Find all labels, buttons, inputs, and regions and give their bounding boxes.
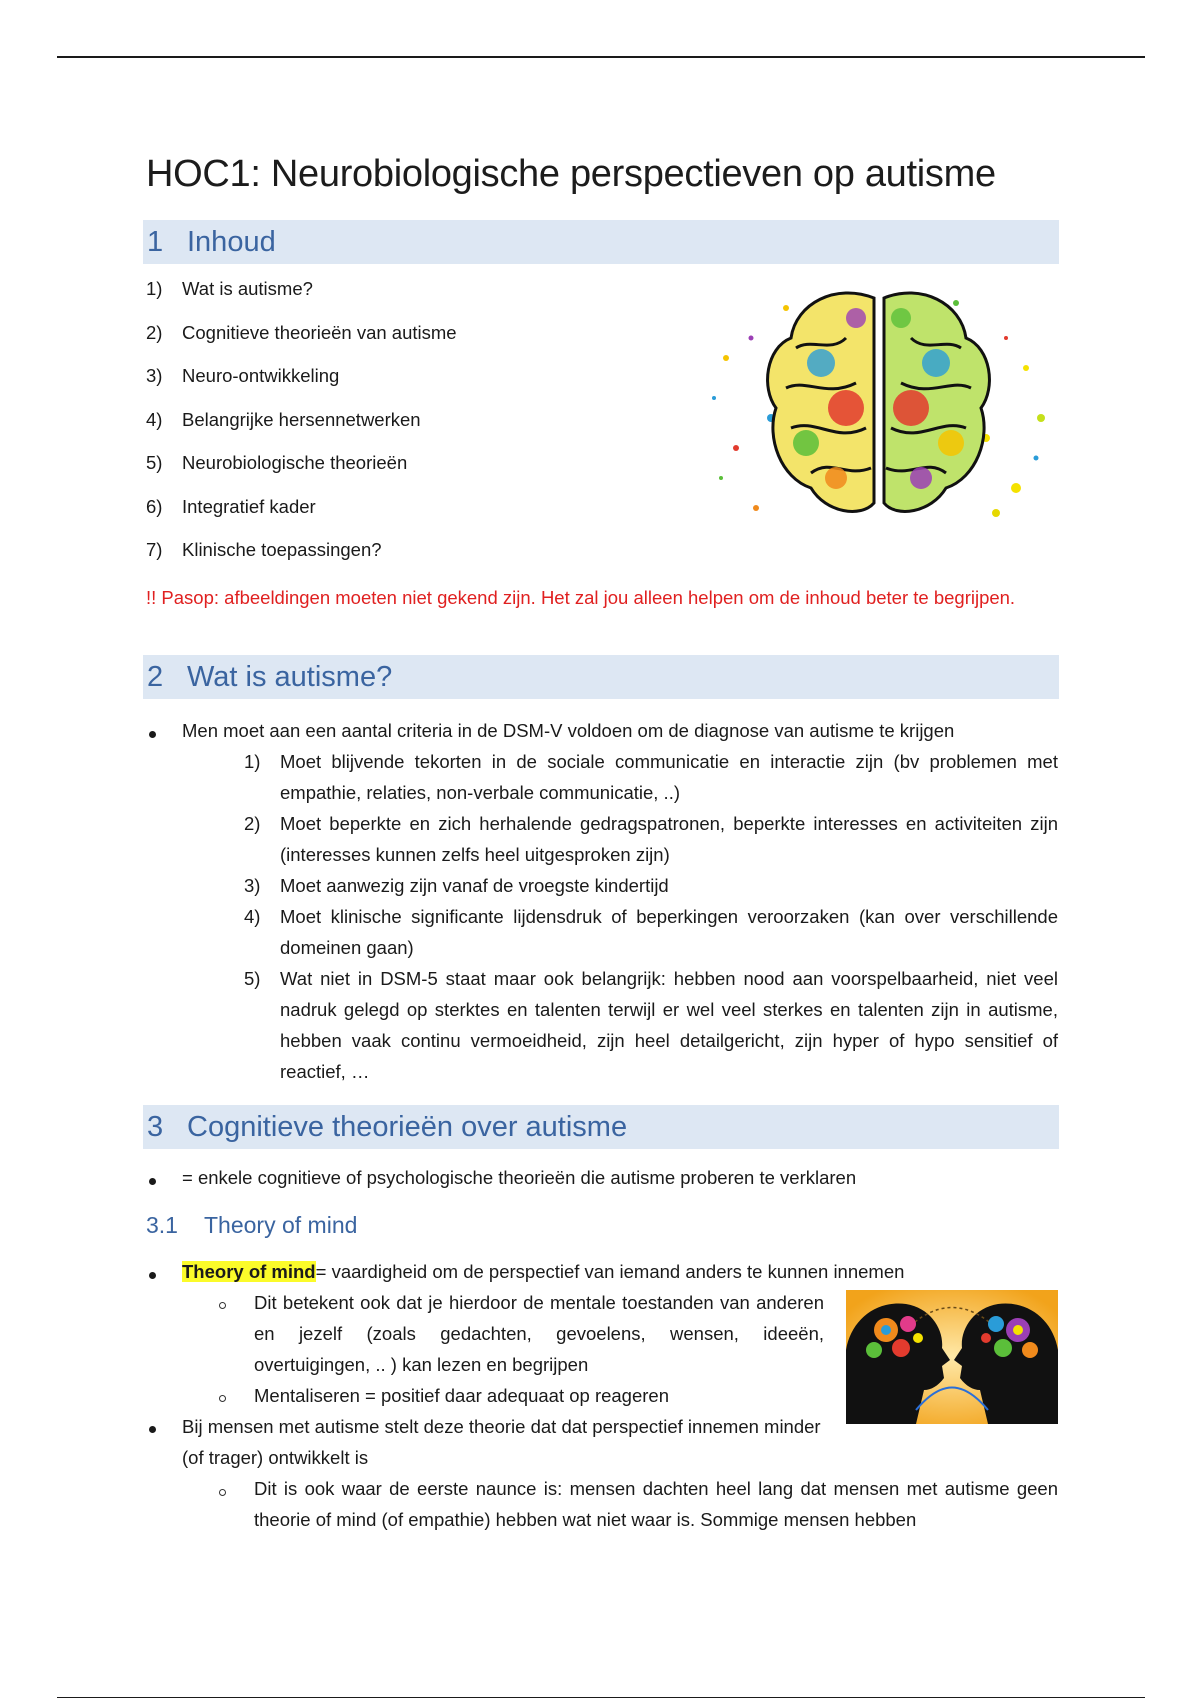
section-title: Inhoud [187, 226, 276, 258]
criteria-item [244, 808, 1058, 870]
brain-right-hemisphere [884, 293, 989, 511]
paint-splatter [712, 300, 1045, 517]
criteria-item [244, 870, 1058, 901]
toc-number: 3) [146, 365, 163, 386]
section-number: 3 [147, 1111, 164, 1143]
sub-bullet-text: Mentaliseren = positief daar adequaat op reageren [254, 1385, 669, 1406]
criteria-item [244, 963, 1058, 1087]
warning-note: !! Pasop: afbeeldingen moeten niet gekend zijn. Het zal jou alleen helpen om de inhoud beter te begrijpen. [146, 587, 1016, 608]
section-title: Cognitieve theorieën over autisme [187, 1111, 628, 1143]
criteria-number: 4) [244, 906, 261, 927]
criteria-text: Moet klinische significante lijdensdruk of beperkingen veroorzaken (kan over verschillende domeinen gaan) [280, 906, 1058, 958]
section-title: Wat is autisme? [187, 661, 393, 693]
toc-text: Wat is autisme? [182, 278, 313, 299]
toc-item [146, 277, 313, 301]
bullet-icon [149, 1178, 156, 1185]
toc-text: Klinische toepassingen? [182, 539, 382, 560]
bullet-icon [149, 1426, 156, 1433]
definition-line [182, 1256, 1058, 1287]
toc-number: 6) [146, 496, 163, 517]
bullet-text: Bij mensen met autisme stelt deze theorie dat dat perspectief innemen minder (of trager) ontwikkelt is [182, 1416, 821, 1468]
bullet-text: = enkele cognitieve of psychologische theorieën die autisme proberen te verklaren [182, 1167, 857, 1188]
subsection-title: Theory of mind [204, 1212, 358, 1238]
toc-item [146, 495, 316, 519]
bottom-rule [57, 1697, 1145, 1698]
criteria-number: 3) [244, 875, 261, 896]
two-heads-illustration [846, 1290, 1058, 1424]
criteria-text: Wat niet in DSM-5 staat maar ook belangrijk: hebben nood aan voorspelbaarheid, niet veel nadruk gelegd op sterktes en talenten terwijl er wel veel sterkes en talenten zijn in autisme, hebben vaak continu vermoeidheid, zijn heel detailgericht, zijn hyper of hypo sensitief of reactief, … [280, 968, 1058, 1082]
subsection-heading-theory-of-mind [146, 1212, 357, 1239]
page-title: HOC1: Neurobiologische perspectieven op autisme [146, 153, 996, 195]
section-number: 1 [147, 226, 164, 258]
section-heading-wat-is-autisme [143, 655, 1059, 699]
brain-left-hemisphere [768, 293, 874, 511]
bullet-icon [149, 731, 156, 738]
bullet-icon [149, 1272, 156, 1279]
toc-number: 2) [146, 322, 163, 343]
toc-text: Cognitieve theorieën van autisme [182, 322, 457, 343]
criteria-text: Moet blijvende tekorten in de sociale communicatie en interactie zijn (bv problemen met empathie, relaties, non-verbale communicatie, ..) [280, 751, 1058, 803]
section-heading-inhoud [143, 220, 1059, 264]
definition-text: = vaardigheid om de perspectief van iemand anders te kunnen innemen [315, 1261, 905, 1282]
document-page [146, 150, 1058, 1530]
top-rule [57, 56, 1145, 58]
toc-item [146, 538, 382, 562]
sub-bullet-icon [219, 1395, 226, 1402]
subsection-number: 3.1 [146, 1212, 178, 1238]
toc-item [146, 451, 407, 475]
brain-illustration [696, 278, 1061, 540]
toc-text: Neurobiologische theorieën [182, 452, 408, 473]
toc-item [146, 408, 421, 432]
criteria-number: 5) [244, 968, 261, 989]
criteria-text: Moet beperkte en zich herhalende gedragspatronen, beperkte interesses en activiteiten zijn (interesses kunnen zelfs heel uitgesproken zijn) [280, 813, 1058, 865]
criteria-number: 2) [244, 813, 261, 834]
sub-bullet-icon [219, 1302, 226, 1309]
criteria-item [244, 746, 1058, 808]
toc-number: 1) [146, 278, 163, 299]
sub-bullet-icon [219, 1489, 226, 1496]
bullet-text: Men moet aan een aantal criteria in de DSM-V voldoen om de diagnose van autisme te krijgen [182, 720, 955, 741]
toc-text: Neuro-ontwikkeling [182, 365, 340, 386]
sub-bullet-text: Dit betekent ook dat je hierdoor de mentale toestanden van anderen en jezelf (zoals gedachten, gevoelens, wensen, ideeën, overtuigingen, .. ) kan lezen en begrijpen [254, 1292, 824, 1375]
toc-text: Belangrijke hersennetwerken [182, 409, 421, 430]
toc-number: 7) [146, 539, 163, 560]
highlighted-term: Theory of mind [182, 1261, 316, 1282]
sub-bullet-text: Dit is ook waar de eerste naunce is: mensen dachten heel lang dat mensen met autisme geen theorie of mind (of empathie) hebben wat niet waar is. Sommige mensen hebben [254, 1478, 1058, 1530]
section-heading-cognitieve-theorieen [143, 1105, 1059, 1149]
toc-number: 5) [146, 452, 163, 473]
criteria-text: Moet aanwezig zijn vanaf de vroegste kindertijd [280, 875, 669, 896]
criteria-item [244, 901, 1058, 963]
section-number: 2 [147, 661, 164, 693]
criteria-number: 1) [244, 751, 261, 772]
toc-item [146, 364, 339, 388]
toc-number: 4) [146, 409, 163, 430]
toc-item [146, 321, 457, 345]
toc-text: Integratief kader [182, 496, 316, 517]
